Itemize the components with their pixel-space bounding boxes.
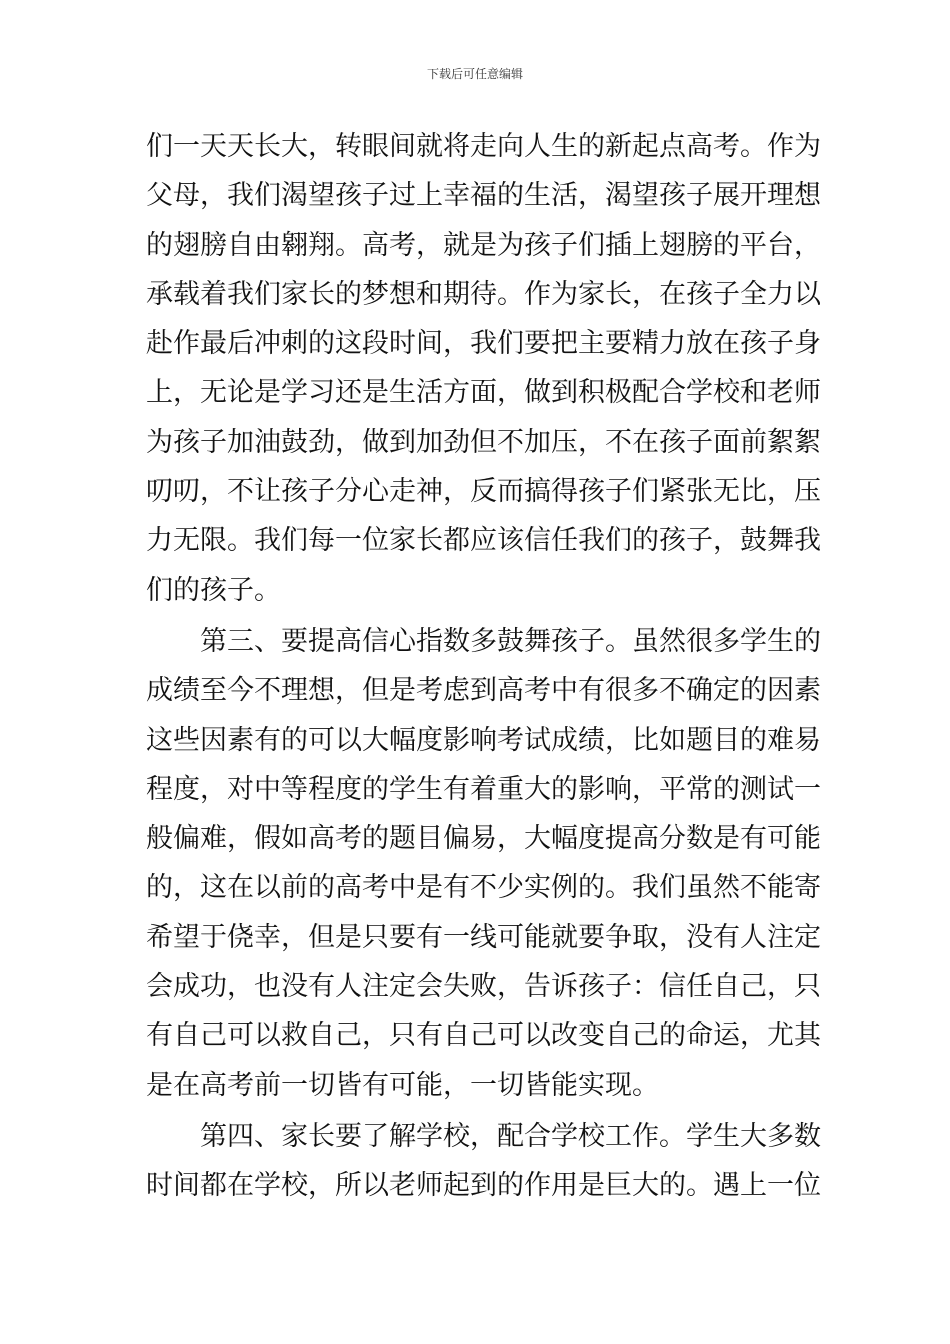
text-line: 有自己可以救自己，只有自己可以改变自己的命运，尤其 [146, 1020, 821, 1052]
text-line: 的翅膀自由翱翔。高考，就是为孩子们插上翅膀的平台， [146, 229, 821, 261]
text-line: 们的孩子。 [146, 574, 281, 606]
text-line: 的，这在以前的高考中是有不少实例的。我们虽然不能寄 [146, 872, 821, 904]
document-body [146, 122, 821, 1211]
text-line: 是在高考前一切皆有可能，一切皆能实现。 [146, 1069, 659, 1101]
text-line: 希望于侥幸，但是只要有一线可能就要争取，没有人注定 [146, 921, 821, 953]
text-line: 上，无论是学习还是生活方面，做到积极配合学校和老师 [146, 377, 821, 409]
text-line: 时间都在学校，所以老师起到的作用是巨大的。遇上一位 [146, 1170, 821, 1202]
paragraph-3 [146, 1112, 821, 1211]
text-line: 父母，我们渴望孩子过上幸福的生活，渴望孩子展开理想 [146, 180, 821, 212]
text-line: 成绩至今不理想，但是考虑到高考中有很多不确定的因素 [146, 675, 821, 707]
text-line: 们一天天长大，转眼间就将走向人生的新起点高考。作为 [146, 131, 821, 162]
text-line: 力无限。我们每一位家长都应该信任我们的孩子，鼓舞我 [146, 525, 821, 557]
paragraph-2 [146, 617, 821, 1110]
text-line: 第三、要提高信心指数多鼓舞孩子。虽然很多学生的 [200, 625, 821, 657]
text-line: 赴作最后冲刺的这段时间，我们要把主要精力放在孩子身 [146, 328, 821, 360]
text-line: 程度，对中等程度的学生有着重大的影响，平常的测试一 [146, 773, 821, 805]
text-line: 般偏难，假如高考的题目偏易，大幅度提高分数是有可能 [146, 823, 821, 855]
text-line: 叨叨，不让孩子分心走神，反而搞得孩子们紧张无比，压 [146, 476, 821, 508]
text-line: 第四、家长要了解学校，配合学校工作。学生大多数 [200, 1120, 821, 1152]
paragraph-1 [146, 122, 821, 615]
page-header-note: 下载后可任意编辑 [426, 67, 523, 81]
text-line: 会成功，也没有人注定会失败，告诉孩子：信任自己，只 [146, 971, 821, 1003]
text-line: 这些因素有的可以大幅度影响考试成绩，比如题目的难易 [146, 724, 821, 756]
text-line: 承载着我们家长的梦想和期待。作为家长，在孩子全力以 [146, 278, 821, 310]
text-line: 为孩子加油鼓劲，做到加劲但不加压，不在孩子面前絮絮 [146, 426, 821, 458]
